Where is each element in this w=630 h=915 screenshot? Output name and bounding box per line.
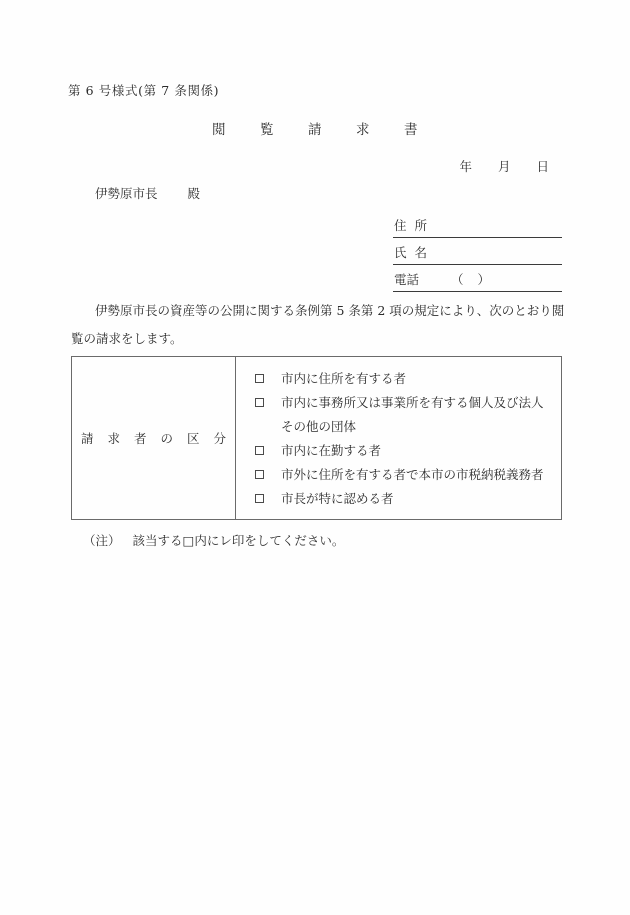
phone-field-row[interactable] [393,265,562,292]
address-field-row[interactable] [393,211,562,238]
checkbox-icon[interactable] [255,446,264,455]
checkbox-icon[interactable] [255,470,264,479]
title-char: 覧 [260,122,274,138]
address-field-label: 住 所 [394,218,428,233]
checkbox-option-label: 市内に在勤する者 [281,443,382,458]
checkbox-option-label: 市長が特に認める者 [281,491,394,506]
document-title [0,118,630,138]
title-char: 請 [308,122,322,138]
table-row-label: 請 求 者 の 区 分 [80,431,227,446]
checkbox-option-row[interactable] [255,487,551,511]
checkbox-option-row[interactable] [255,367,551,391]
phone-field-label: 電話 [394,272,420,287]
checkbox-option-label: 市内に事務所又は事業所を有する個人及び法人その他の団体 [281,395,544,434]
form-number: 第 6 号様式(第 7 条関係) [68,83,220,98]
body-paragraph [71,297,565,353]
checkbox-option-row[interactable] [255,391,551,439]
footnote-text: 該当する□内にレ印をしてください。 [132,533,345,548]
footnote-marker: （注） [83,533,121,548]
checkbox-option-label: 市外に住所を有する者で本市の市税納税義務者 [281,467,544,482]
date-day-label: 日 [536,159,549,174]
checkbox-option-label: 市内に住所を有する者 [281,371,407,386]
addressee-line [95,184,200,202]
requester-classification-table [71,356,562,520]
date-year-label: 年 [459,159,472,174]
table-row-label-cell [72,357,236,519]
checkbox-icon[interactable] [255,374,264,383]
title-char: 書 [404,122,418,138]
addressee-office: 伊勢原市長 [95,186,158,201]
phone-area-code-paren: （ ） [451,272,491,287]
name-field-label: 氏 名 [394,245,428,260]
table-options-cell [236,357,561,519]
date-line [446,157,562,175]
name-field-row[interactable] [393,238,562,265]
title-char: 閲 [212,122,226,138]
checkbox-option-row[interactable] [255,463,551,487]
footnote [83,531,344,549]
title-char: 求 [356,122,370,138]
body-paragraph-text: 伊勢原市長の資産等の公開に関する条例第 5 条第 2 項の規定により、次のとおり閲覧の請求をします。 [71,303,565,346]
checkbox-option-row[interactable] [255,439,551,463]
checkbox-icon[interactable] [255,398,264,407]
date-month-label: 月 [497,159,511,174]
checkbox-icon[interactable] [255,494,264,503]
addressee-honorific: 殿 [187,186,201,201]
applicant-block [393,211,562,292]
